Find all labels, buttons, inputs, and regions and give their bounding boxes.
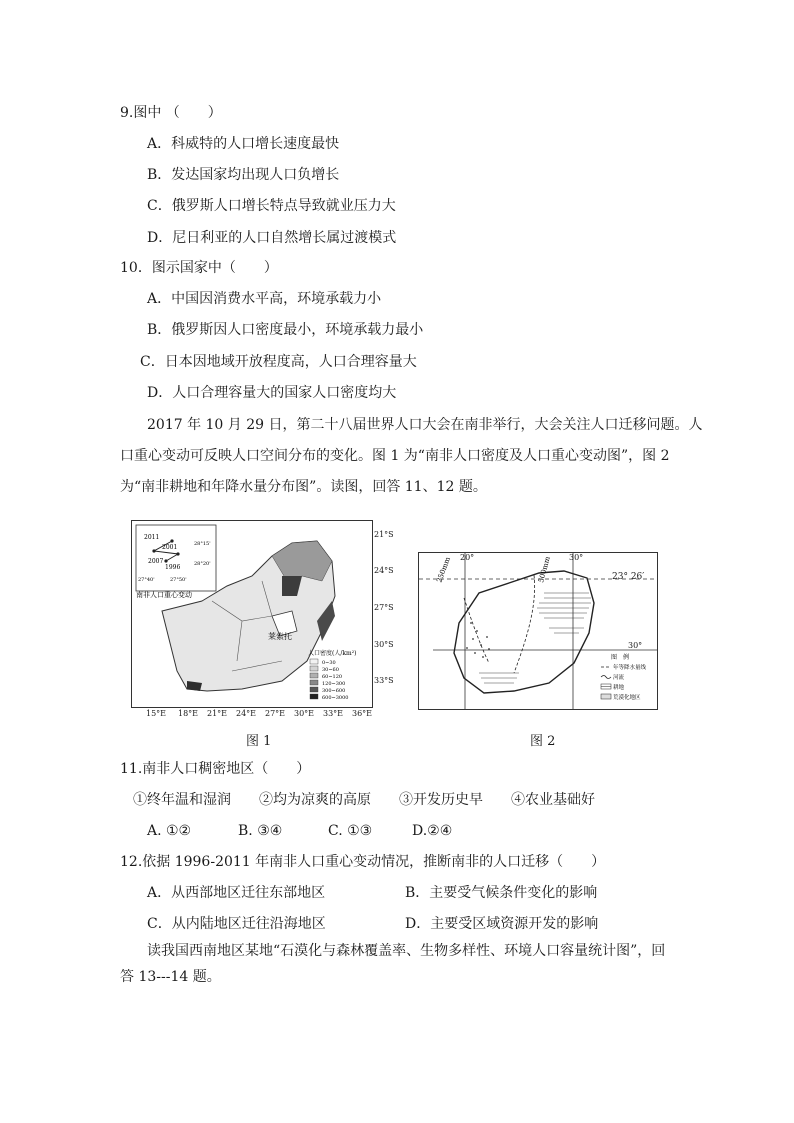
legend-swatch-3	[310, 673, 318, 678]
q10-option-d: D．人口合理容量大的国家人口密度均大	[147, 385, 397, 401]
passage-line-3: 为“南非耕地和年降水量分布图”。读图，回答 11、12 题。	[120, 479, 487, 495]
isohyet-500-label: 500mm	[537, 555, 552, 584]
fig2-legend-title: 图 例	[611, 654, 630, 661]
fig2-lat-30: 30°	[628, 641, 643, 650]
inset-year-2011: 2011	[144, 534, 160, 541]
centroid-2001	[152, 549, 155, 552]
density-legend	[310, 659, 348, 701]
legend-label-4: 120~300	[322, 681, 346, 687]
fig1-lat-30: 30°S	[374, 640, 394, 649]
inset-title: 南非人口重心变动	[136, 591, 192, 599]
figure-2-caption: 图 2	[530, 734, 556, 749]
legend-swatch-5	[310, 687, 318, 692]
inset-lat-2: 28°20'	[194, 561, 211, 567]
fig1-lon-33: 33°E	[323, 709, 344, 718]
centroid-1996	[164, 559, 167, 562]
fig2-lat-tropic: 23° 26′	[612, 572, 645, 582]
legend-label-1: 0~30	[322, 660, 336, 666]
q11-stem: 11.南非人口稠密地区（ ）	[120, 761, 311, 777]
closing-line-2: 答 13---14 题。	[120, 969, 221, 985]
inset-year-2007: 2007	[148, 558, 164, 565]
fig2-legend-2: 河流	[613, 675, 625, 681]
fig1-lat-33: 33°S	[374, 676, 394, 685]
figure-1-svg	[132, 521, 372, 707]
q9-option-c: C．俄罗斯人口增长特点导致就业压力大	[147, 198, 396, 214]
fig2-lon-30: 30°	[569, 553, 584, 562]
q12-option-c: C．从内陆地区迁往沿海地区	[147, 916, 326, 932]
inset-year-1996: 1996	[165, 564, 181, 571]
q11-statements: ①终年温和湿润 ②均为凉爽的高原 ③开发历史早 ④农业基础好	[133, 792, 595, 808]
cropland-hatching	[479, 593, 591, 683]
q9-option-d: D．尼日利亚的人口自然增长属过渡模式	[147, 230, 397, 246]
legend-swatch-4	[310, 680, 318, 685]
legend-swatch-1	[310, 659, 318, 664]
fig2-legend-4: 荒漠化地区	[613, 695, 641, 701]
centroid-2007	[176, 552, 179, 555]
q10-option-b: B．俄罗斯因人口密度最小，环境承载力最小	[147, 322, 424, 338]
inset-lon-2: 27°50'	[170, 577, 187, 583]
fig1-lon-30: 30°E	[294, 709, 315, 718]
fig2-legend-1: 年等降水量线	[613, 665, 647, 671]
fig1-lon-18: 18°E	[178, 709, 199, 718]
closing-line-1: 读我国西南地区某地“石漠化与森林覆盖率、生物多样性、环境人口容量统计图”，回	[147, 943, 666, 959]
desert-dots	[466, 622, 490, 658]
q12-stem: 12.依据 1996-2011 年南非人口重心变动情况，推断南非的人口迁移（ ）	[120, 854, 606, 870]
isohyet-500	[514, 575, 535, 673]
figure-1-map	[131, 520, 373, 708]
centroid-2011	[170, 539, 173, 542]
fig1-lat-24: 24°S	[374, 566, 394, 575]
q11-choice-d: D.②④	[412, 823, 453, 839]
q11-choice-c: C. ①③	[328, 823, 373, 839]
figure-1-caption: 图 1	[246, 734, 272, 749]
q10-option-c: C．日本因地域开放程度高，人口合理容量大	[140, 354, 417, 370]
legend-swatch-6	[310, 694, 318, 699]
fig1-lon-15: 15°E	[146, 709, 167, 718]
q11-choice-a: A. ①②	[147, 823, 192, 839]
fig1-lon-27: 27°E	[265, 709, 286, 718]
inset-year-2001: 2001	[162, 544, 178, 551]
inset-lat-1: 28°15'	[194, 541, 211, 547]
legend-label-5: 300~600	[322, 688, 346, 694]
legend-river-icon	[601, 676, 611, 679]
q9-stem: 9.图中 （ ）	[120, 105, 222, 121]
legend-title: 人口密度(人/km²)	[308, 650, 357, 657]
legend-label-2: 30~60	[322, 667, 339, 673]
q9-option-b: B．发达国家均出现人口负增长	[147, 167, 340, 183]
fig1-lon-36: 36°E	[352, 709, 373, 718]
legend-label-3: 60~120	[322, 674, 343, 680]
fig2-legend	[601, 653, 647, 701]
q12-option-b: B．主要受气候条件变化的影响	[405, 885, 598, 901]
q12-option-a: A．从西部地区迁往东部地区	[147, 885, 326, 901]
q11-choice-b: B. ③④	[238, 823, 283, 839]
lesotho-label: 莱索托	[268, 632, 292, 641]
q10-stem: 10．图示国家中（ ）	[120, 260, 278, 276]
q12-option-d: D．主要受区域资源开发的影响	[405, 916, 599, 932]
legend-desert-swatch	[601, 694, 611, 699]
fig1-lon-24: 24°E	[236, 709, 257, 718]
q10-option-a: A．中国因消费水平高，环境承载力小	[147, 291, 382, 307]
fig1-lat-21: 21°S	[374, 530, 394, 539]
inset-lon-1: 27°40'	[138, 577, 155, 583]
isohyet-250-label: 250mm	[435, 555, 452, 584]
fig2-legend-3: 耕地	[613, 685, 625, 691]
fig1-lon-21: 21°E	[207, 709, 228, 718]
q9-option-a: A．科威特的人口增长速度最快	[147, 136, 340, 152]
fig1-lat-27: 27°S	[374, 603, 394, 612]
fig2-lon-20: 20°	[460, 553, 475, 562]
passage-line-2: 口重心变动可反映人口空间分布的变化。图 1 为“南非人口密度及人口重心变动图”，图 2	[120, 448, 670, 464]
legend-swatch-2	[310, 666, 318, 671]
passage-line-1: 2017 年 10 月 29 日，第二十八届世界人口大会在南非举行，大会关注人口迁移问题。人	[147, 417, 703, 433]
legend-label-6: 600~3000	[322, 695, 349, 701]
